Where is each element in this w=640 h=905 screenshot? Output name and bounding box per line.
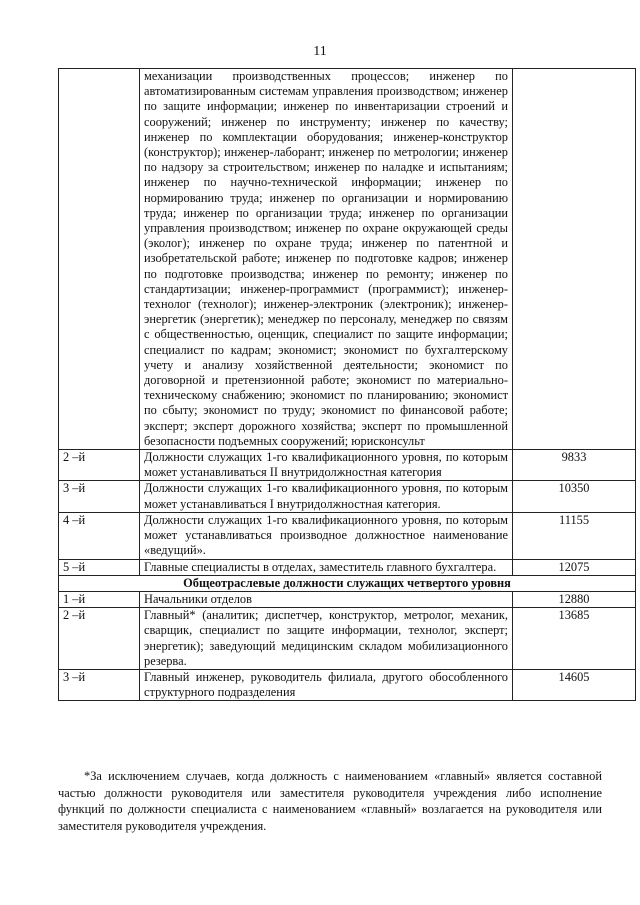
table-row xyxy=(59,608,636,670)
level-cell: 5 –й xyxy=(59,559,140,575)
amount-cell: 13685 xyxy=(513,608,636,670)
description-cell: Главные специалисты в отделах, заместитель главного бухгалтера. xyxy=(140,559,513,575)
amount-cell: 14605 xyxy=(513,669,636,700)
amount-cell xyxy=(513,69,636,450)
description-cell: Главный инженер, руководитель филиала, другого обособленного структурного подразделения xyxy=(140,669,513,700)
salary-table xyxy=(58,68,636,701)
table-row xyxy=(59,69,636,450)
description-cell: Должности служащих 1-го квалификационного уровня, по которым может устанавливаться I внутридолжностная категория. xyxy=(140,481,513,512)
table-row xyxy=(59,559,636,575)
description-cell: Должности служащих 1-го квалификационного уровня, по которым может устанавливаться производное должностное наименование «ведущий». xyxy=(140,512,513,559)
level-cell: 3 –й xyxy=(59,669,140,700)
table-row xyxy=(59,512,636,559)
amount-cell: 11155 xyxy=(513,512,636,559)
level-cell: 3 –й xyxy=(59,481,140,512)
level-cell: 4 –й xyxy=(59,512,140,559)
description-cell: механизации производственных процессов; инженер по автоматизированным системам управления производством; инженер по защите информации; инженер по инвентаризации строений и сооружений; инженер по инструменту; инженер по качеству; инженер по комплектации оборудования; инженер-конструктор (конструктор); инженер-лаборант; инженер по метрологии; инженер по надзору за строительством; инженер по наладке и испытаниям; инженер по научно-технической информации; инженер по нормированию труда; инженер по организации и нормированию труда; инженер по организации труда; инженер по организации управления производством; инженер по охране окружающей среды (эколог); инженер по охране труда; инженер по патентной и изобретательской работе; инженер по подготовке кадров; инженер по подготовке производства; инженер по ремонту; инженер по стандартизации; инженер-программист (программист); инженер-технолог (технолог); инженер-электроник (электроник); инженер-энергетик (энергетик); менеджер по персоналу, менеджер по связям с общественностью, оценщик, специалист по защите информации; специалист по кадрам; экономист; экономист по бухгалтерскому учету и анализу хозяйственной деятельности; экономист по договорной и претензионной работе; экономист по материально-техническому снабжению; экономист по планированию; экономист по сбыту; экономист по труду; экономист по финансовой работе; эксперт; эксперт дорожного хозяйства; эксперт по промышленной безопасности подъемных сооружений; юрисконсульт xyxy=(140,69,513,450)
amount-cell: 10350 xyxy=(513,481,636,512)
amount-cell: 9833 xyxy=(513,450,636,481)
level-cell: 2 –й xyxy=(59,450,140,481)
level-cell: 1 –й xyxy=(59,591,140,607)
page-number: 11 xyxy=(313,44,327,59)
level-cell: 2 –й xyxy=(59,608,140,670)
description-cell: Должности служащих 1-го квалификационного уровня, по которым может устанавливаться II внутридолжностная категория xyxy=(140,450,513,481)
footnote-text: *За исключением случаев, когда должность с наименованием «главный» является составной частью должности руководителя или заместителя руководителя учреждения либо исполнение функций по должности специалиста с наименованием «главный» возлагается на руководителя или заместителя руководителя учреждения. xyxy=(58,769,602,833)
table-row xyxy=(59,591,636,607)
description-cell: Начальники отделов xyxy=(140,591,513,607)
table-row xyxy=(59,669,636,700)
level-cell xyxy=(59,69,140,450)
amount-cell: 12075 xyxy=(513,559,636,575)
section-header: Общеотраслевые должности служащих четвертого уровня xyxy=(59,575,636,591)
amount-cell: 12880 xyxy=(513,591,636,607)
table-row xyxy=(59,450,636,481)
description-cell: Главный* (аналитик; диспетчер, конструктор, метролог, механик, сварщик, специалист по защите информации, технолог, эксперт; энергетик); заведующий медицинским складом мобилизационного резерва. xyxy=(140,608,513,670)
footnote xyxy=(58,768,602,834)
section-header-row xyxy=(59,575,636,591)
table-row xyxy=(59,481,636,512)
